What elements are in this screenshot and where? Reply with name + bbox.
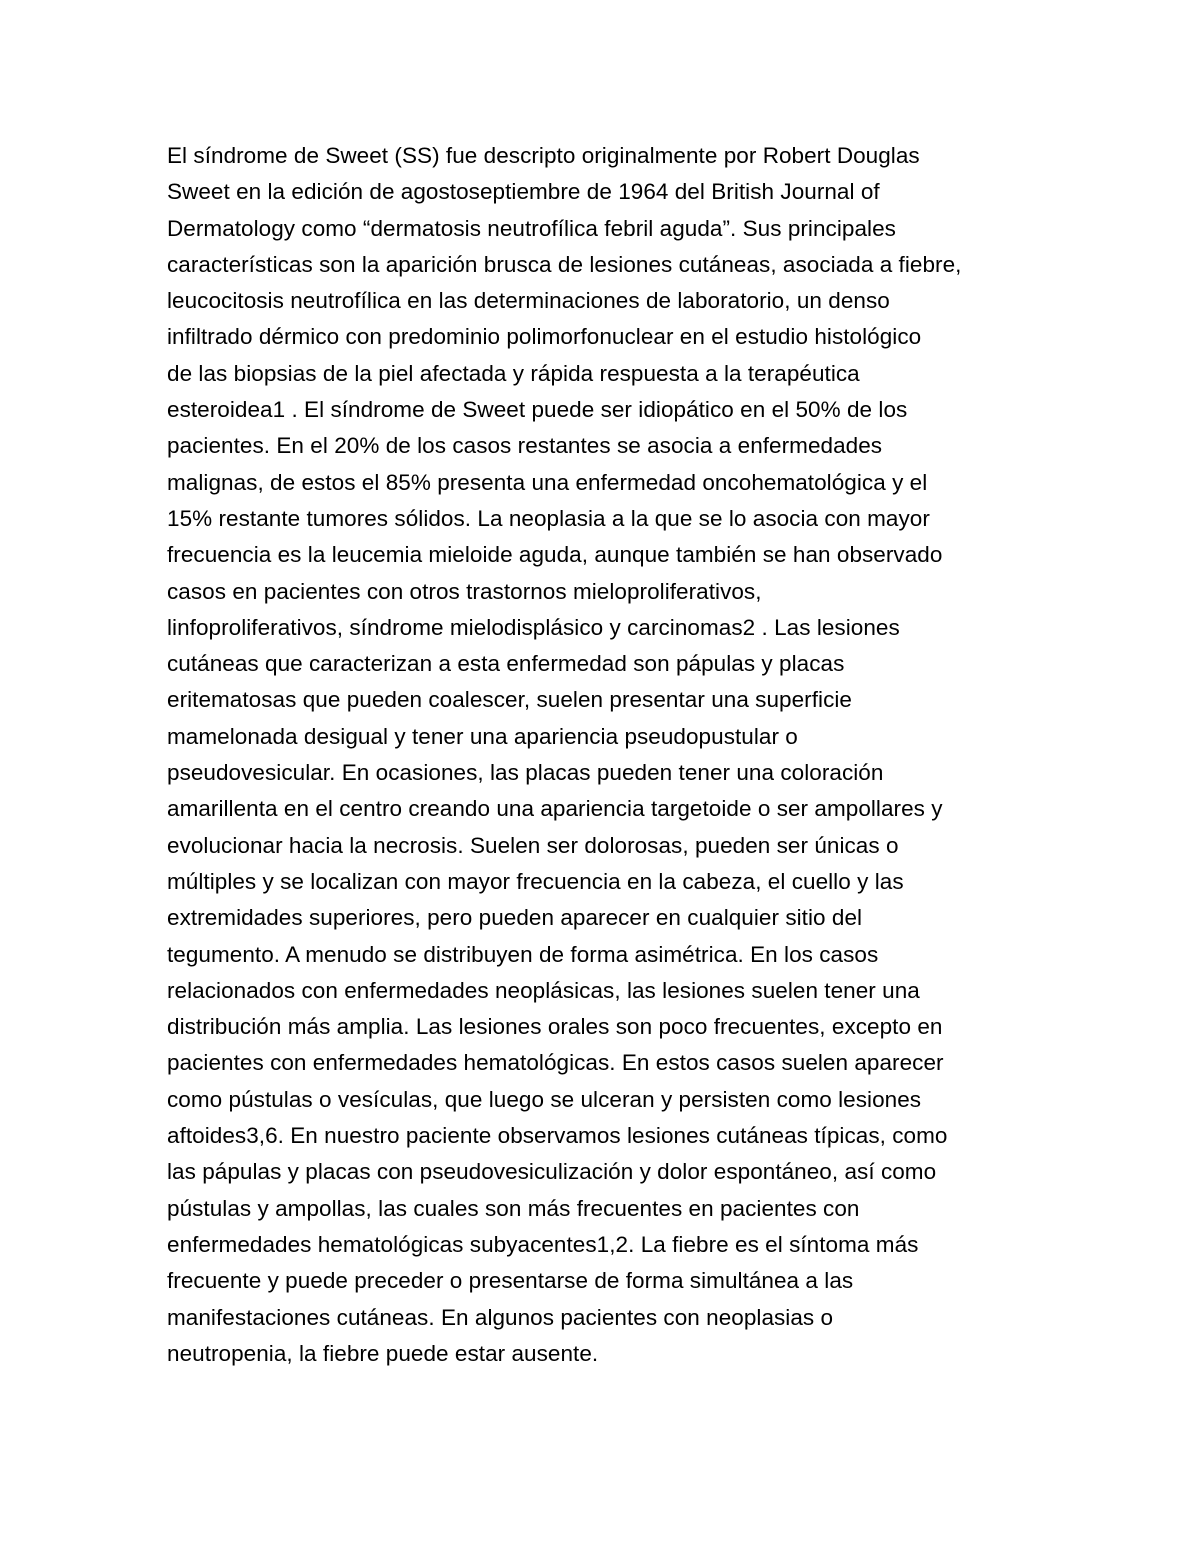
- paragraph-line: las pápulas y placas con pseudovesiculización y dolor espontáneo, así como: [167, 1159, 937, 1185]
- paragraph-line: cutáneas que caracterizan a esta enfermedad son pápulas y placas: [167, 651, 845, 677]
- paragraph-line: distribución más amplia. Las lesiones orales son poco frecuentes, excepto en: [167, 1014, 943, 1040]
- paragraph-line: tegumento. A menudo se distribuyen de forma asimétrica. En los casos: [167, 941, 879, 967]
- paragraph-line: eritematosas que pueden coalescer, suelen presentar una superficie: [167, 687, 852, 713]
- paragraph-line: como pústulas o vesículas, que luego se ulceran y persisten como lesiones: [167, 1086, 922, 1112]
- paragraph-line: pacientes. En el 20% de los casos restantes se asocia a enfermedades: [167, 433, 883, 459]
- paragraph-line: aftoides3,6. En nuestro paciente observamos lesiones cutáneas típicas, como: [167, 1123, 948, 1149]
- paragraph-line: evolucionar hacia la necrosis. Suelen ser dolorosas, pueden ser únicas o: [167, 832, 899, 858]
- paragraph-line: amarillenta en el centro creando una apariencia targetoide o ser ampollares y: [167, 796, 943, 822]
- paragraph-line: neutropenia, la fiebre puede estar ausente.: [167, 1340, 599, 1366]
- paragraph-line: frecuencia es la leucemia mieloide aguda, aunque también se han observado: [167, 542, 943, 568]
- paragraph-line: casos en pacientes con otros trastornos mieloproliferativos,: [167, 578, 762, 604]
- paragraph-line: manifestaciones cutáneas. En algunos pacientes con neoplasias o: [167, 1304, 834, 1330]
- paragraph-line: frecuente y puede preceder o presentarse de forma simultánea a las: [167, 1268, 854, 1294]
- paragraph-line: malignas, de estos el 85% presenta una enfermedad oncohematológica y el: [167, 469, 928, 495]
- paragraph-line: de las biopsias de la piel afectada y rápida respuesta a la terapéutica: [167, 360, 860, 386]
- paragraph-line: Dermatology como “dermatosis neutrofílica febril aguda”. Sus principales: [167, 215, 896, 241]
- paragraph-line: esteroidea1 . El síndrome de Sweet puede ser idiopático en el 50% de los: [167, 397, 908, 423]
- paragraph-line: pseudovesicular. En ocasiones, las placas pueden tener una coloración: [167, 760, 884, 786]
- paragraph-line: pústulas y ampollas, las cuales son más frecuentes en pacientes con: [167, 1195, 860, 1221]
- paragraph-line: 15% restante tumores sólidos. La neoplasia a la que se lo asocia con mayor: [167, 505, 930, 531]
- paragraph-line: extremidades superiores, pero pueden aparecer en cualquier sitio del: [167, 905, 863, 931]
- paragraph-line: El síndrome de Sweet (SS) fue descripto originalmente por Robert Douglas: [167, 143, 920, 168]
- paragraph-line: múltiples y se localizan con mayor frecuencia en la cabeza, el cuello y las: [167, 868, 904, 894]
- paragraph-line: leucocitosis neutrofílica en las determinaciones de laboratorio, un denso: [167, 288, 890, 314]
- body-paragraph: [167, 138, 1047, 1372]
- paragraph-line: relacionados con enfermedades neoplásicas, las lesiones suelen tener una: [167, 977, 920, 1003]
- paragraph-line: infiltrado dérmico con predominio polimorfonuclear en el estudio histológico: [167, 324, 922, 350]
- paragraph-line: enfermedades hematológicas subyacentes1,2. La fiebre es el síntoma más: [167, 1231, 919, 1257]
- paragraph-line: linfoproliferativos, síndrome mielodisplásico y carcinomas2 . Las lesiones: [167, 614, 900, 640]
- paragraph-line: pacientes con enfermedades hematológicas. En estos casos suelen aparecer: [167, 1050, 944, 1076]
- paragraph-line: características son la aparición brusca de lesiones cutáneas, asociada a fiebre,: [167, 251, 962, 277]
- paragraph-line: Sweet en la edición de agostoseptiembre de 1964 del British Journal of: [167, 179, 880, 205]
- paragraph-line: mamelonada desigual y tener una apariencia pseudopustular o: [167, 723, 798, 749]
